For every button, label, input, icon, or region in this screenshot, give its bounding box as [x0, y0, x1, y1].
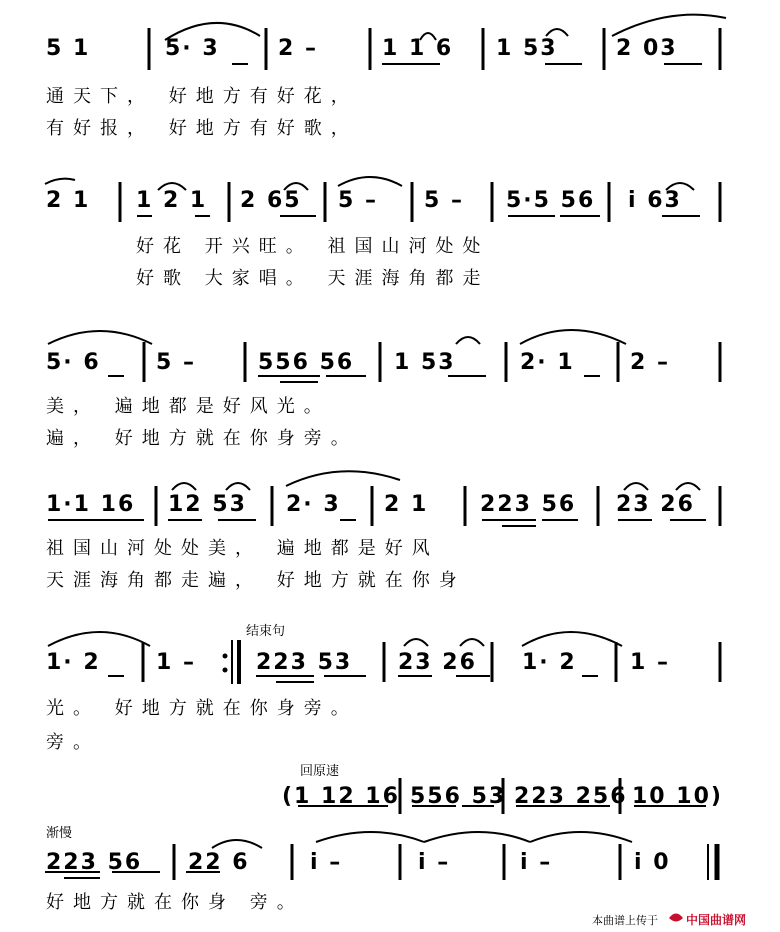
system-5-lyric-verse-2: 旁。 — [46, 732, 100, 753]
system-4-measure-5: 223 56 — [480, 492, 577, 517]
system-3-measure-1: 5· 6 — [46, 350, 101, 375]
system-5-slurs — [48, 632, 622, 646]
system-1-lyric-verse-2: 有好报， 好地方有好歌， — [46, 118, 358, 139]
system-4-measure-4: 2 1 — [384, 492, 429, 517]
system-7-lyric: 好地方就在你身 旁。 — [46, 892, 304, 913]
system-5-repeat-dots — [223, 654, 228, 673]
system-7-measure-1: 223 56 — [46, 850, 143, 875]
upload-credit-text: 本曲谱上传于 — [592, 914, 658, 927]
system-3-slurs — [48, 330, 626, 344]
system-6-measure-2: 556 53 — [410, 784, 507, 809]
system-5-measure-5: 1· 2 — [522, 650, 577, 675]
system-7-measure-4: i – — [418, 850, 451, 875]
system-5-lyric-verse-1: 光。 好地方就在你身旁。 — [46, 698, 358, 719]
system-5-measure-4: 23 26 — [398, 650, 477, 675]
system-3-measure-5: 2· 1 — [520, 350, 575, 375]
system-2-measure-7: i 63 — [628, 188, 682, 213]
system-1-measure-5: 1 53 — [496, 36, 558, 61]
system-4-measure-3: 2· 3 — [286, 492, 341, 517]
system-6-measure-4: 10 10) — [632, 784, 723, 809]
system-7-measure-6: i 0 — [634, 850, 671, 875]
system-2-measure-2: 1 2 1 — [136, 188, 208, 213]
system-5-measure-6: 1 – — [630, 650, 670, 675]
system-3-measure-6: 2 – — [630, 350, 670, 375]
system-1-measure-2: 5· 3 — [165, 36, 220, 61]
system-3-lyric-verse-1: 美， 遍地都是好风光。 — [46, 396, 331, 417]
note-underlines — [45, 64, 706, 878]
ritardando-label: 渐慢 — [46, 826, 73, 841]
system-2-measure-4: 5 – — [338, 188, 378, 213]
system-3-measure-2: 5 – — [156, 350, 196, 375]
system-7-measure-5: i – — [520, 850, 553, 875]
system-2-measure-1: 2 1 — [46, 188, 91, 213]
system-2-measure-3: 2 65 — [240, 188, 302, 213]
system-4-lyric-verse-1: 祖国山河处处美， 遍地都是好风 — [46, 538, 439, 559]
system-3-measure-3: 556 56 — [258, 350, 355, 375]
system-1-measure-1: 5 1 — [46, 36, 91, 61]
system-1-measure-6: 2 03 — [616, 36, 678, 61]
system-4-measure-1: 1·1 16 — [46, 492, 136, 517]
site-name[interactable]: 中国曲谱网 — [686, 913, 747, 927]
ending-phrase-label: 结束句 — [246, 624, 286, 639]
system-5-measure-3: 223 53 — [256, 650, 353, 675]
system-4-lyric-verse-2: 天涯海角都走遍， 好地方就在你身 — [46, 570, 466, 591]
system-7-slurs — [212, 832, 632, 848]
tempo-return-label: 回原速 — [300, 764, 340, 779]
system-1-lyric-verse-1: 通天下， 好地方有好花， — [46, 86, 358, 107]
system-4-measure-2: 12 53 — [168, 492, 247, 517]
system-2-measure-5: 5 – — [424, 188, 464, 213]
system-7-measure-3: i – — [310, 850, 343, 875]
system-6-measure-3: 223 256 — [514, 784, 628, 809]
system-6-measure-1: (1 12 16 — [282, 784, 400, 809]
system-3-measure-4: 1 53 — [394, 350, 456, 375]
system-5-measure-2: 1 – — [156, 650, 196, 675]
system-5-measure-1: 1· 2 — [46, 650, 101, 675]
site-logo-icon — [668, 910, 684, 929]
system-7-measure-2: 22 6 — [188, 850, 250, 875]
system-4-measure-6: 23 26 — [616, 492, 695, 517]
system-2-lyric-verse-2: 好歌 大家唱。 天涯海角都走 — [136, 268, 490, 289]
system-1-measure-3: 2 – — [278, 36, 318, 61]
system-1-measure-4: 1 1 6 — [382, 36, 454, 61]
system-2-lyric-verse-1: 好花 开兴旺。 祖国山河处处 — [136, 236, 490, 257]
system-4-slurs — [172, 471, 700, 490]
system-2-measure-6: 5·5 56 — [506, 188, 596, 213]
system-3-lyric-verse-2: 遍， 好地方就在你身旁。 — [46, 428, 358, 449]
